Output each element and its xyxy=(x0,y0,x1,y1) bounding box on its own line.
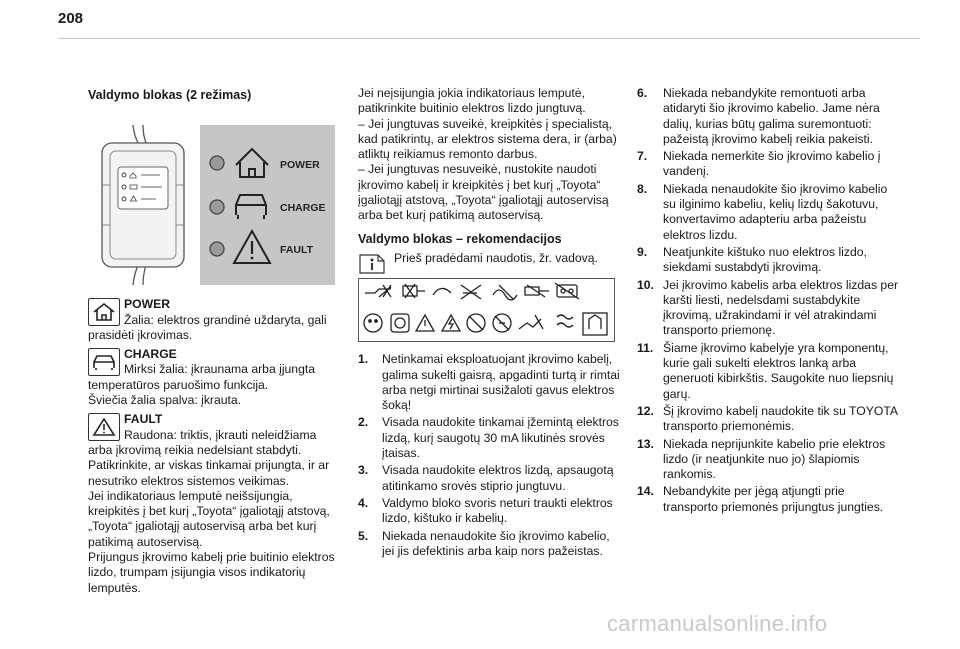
list-item: 2. Visada naudokite tinkamai įžemintą elektros lizdą, kurį saugotų 30 mA likutinės srovės įtaisas. xyxy=(358,415,619,461)
mode-text: Šviečia žalia spalva: įkrauta. xyxy=(88,393,242,408)
mode-text: Prijungus įkrovimo kabelį prie buitinio elektros lizdo, trumpam įsijungia visos indikatorių lemputės. xyxy=(88,550,335,595)
left-column xyxy=(88,88,338,596)
mode-title: FAULT xyxy=(124,412,163,427)
legend-power-label: POWER xyxy=(280,159,320,172)
section-heading: Valdymo blokas (2 režimas) xyxy=(88,88,252,102)
intro-dash-1: – Jei jungtuvas suveikė, kreipkitės į specialistą, kad patikrintų, ar elektros sistema dera, ir (arba) atliktų reikiamus remonto darbus. xyxy=(358,116,617,162)
manual-note-text: Prieš pradėdami naudotis, žr. vadovą. xyxy=(394,250,598,265)
intro-dash-2: – Jei jungtuvas nesuveikė, nustokite naudoti įkrovimo kabelį ir kreipkitės į bet kurį „Toyota“ įgaliotąjį atstovą, „Toyota“ įgaliotąjį autoservisą arba bet kurį patikimą autoservisą. xyxy=(358,162,609,223)
list-item: 10. Jei įkrovimo kabelis arba elektros lizdas per karšti liesti, nedelsdami sustabdykite įkrovimą, užrakindami ir vėl atrakindami transporto priemonę. xyxy=(637,277,899,338)
list-item: 6. Niekada nebandykite remontuoti arba atidaryti šio įkrovimo kabelio. Jame nėra dalių, kurias būtų galima suremontuoti: pažeistą įkrovimo kabelį reikia pakeisti. xyxy=(637,86,880,146)
header-divider xyxy=(58,38,920,39)
list-item: 11. Šiame įkrovimo kabelyje yra komponentų, kurie gali sukelti elektros lanką arba generuoti kibirkštis. Saugokite nuo liepsnių garų. xyxy=(637,340,894,401)
car-icon xyxy=(88,348,120,376)
list-item: 13. Niekada neprijunkite kabelio prie elektros lizdo (ir neatjunkite nuo jo) šlapiomis rankomis. xyxy=(637,436,886,482)
list-item: 9. Neatjunkite kištuko nuo elektros lizdo, siekdami sustabdyti įkrovimą. xyxy=(637,244,867,275)
middle-column xyxy=(358,86,620,561)
recommendations-heading: Valdymo blokas – rekomendacijos xyxy=(358,231,562,246)
mode-text: Žalia: elektros grandinė uždaryta, gali prasidėti įkrovimas. xyxy=(88,312,327,342)
mode-charge xyxy=(88,347,338,408)
list-item: 5. Niekada nenaudokite šio įkrovimo kabelio, jei jis defektinis arba kaip nors pažeistas. xyxy=(358,528,610,558)
page-number: 208 xyxy=(58,10,84,27)
mode-title: CHARGE xyxy=(124,347,177,362)
legend-fault-label: FAULT xyxy=(280,244,314,257)
manual-note xyxy=(358,251,620,266)
mode-text: Mirksi žalia: įkraunama arba įjungta temperatūros paruošimo funkcija. xyxy=(88,362,316,392)
legend-charge-label: CHARGE xyxy=(280,202,326,215)
mode-text: Raudona: triktis, įkrauti neleidžiama arba įkrovimą reikia nedelsiant stabdyti. Patikrinkite, ar viskas tinkamai prijungta, ir ar nesutriko elektros sistemos veikimas. xyxy=(88,427,330,488)
intro-text: Jei neįsijungia jokia indikatoriaus lemputė, patikrinkite buitinio elektros lizdo jungtuvą. xyxy=(358,86,586,116)
list-item: 3. Visada naudokite elektros lizdą, apsaugotą atitinkamo srovės stiprio jungtuvu. xyxy=(358,463,614,493)
list-item: 7. Niekada nemerkite šio įkrovimo kabelio į vandenį. xyxy=(637,149,881,179)
warning-pictogram-strip xyxy=(358,278,615,342)
list-item: 12. Šį įkrovimo kabelį naudokite tik su TOYOTA transporto priemonėmis. xyxy=(637,403,898,434)
list-item: 4. Valdymo bloko svoris neturi traukti elektros lizdo, kištuko ir kabelių. xyxy=(358,495,613,526)
warning-icon xyxy=(88,413,120,441)
mode-power xyxy=(88,297,338,343)
watermark: carmanualsonline.info xyxy=(607,611,828,636)
warning-pictograms xyxy=(359,279,614,341)
home-icon xyxy=(88,298,120,326)
mode-fault xyxy=(88,412,338,596)
list-item: 1. Netinkamai eksploatuojant įkrovimo kabelį, galima sukelti gaisrą, apgadinti turtą ir rimtai arba netgi mirtinai susižaloti gavus elektros šoką! xyxy=(358,352,620,413)
mode-title: POWER xyxy=(124,297,171,312)
list-item: 14. Nebandykite per jėgą atjungti prie transporto priemonės prijungtus jungties. xyxy=(637,484,884,514)
control-unit-illustration xyxy=(88,125,335,285)
recommendations-list-continued xyxy=(637,86,899,515)
right-column xyxy=(637,86,899,517)
indicator-legend-panel xyxy=(200,125,335,285)
manual-info-icon xyxy=(358,251,390,275)
list-item: 8. Niekada nenaudokite šio įkrovimo kabelio su ilginimo kabeliu, kelių lizdų šakotuvu, konvertavimo adapteriu arba pažeistu elektros lizdu. xyxy=(637,181,888,242)
mode-text: Jei indikatoriaus lemputė neišsijungia, kreipkitės į bet kurį „Toyota“ įgaliotąjį atstovą, „Toyota“ įgaliotąjį autoservisą arba bet kurį patikimą autoservisą. xyxy=(88,488,330,549)
recommendations-list xyxy=(358,352,620,559)
